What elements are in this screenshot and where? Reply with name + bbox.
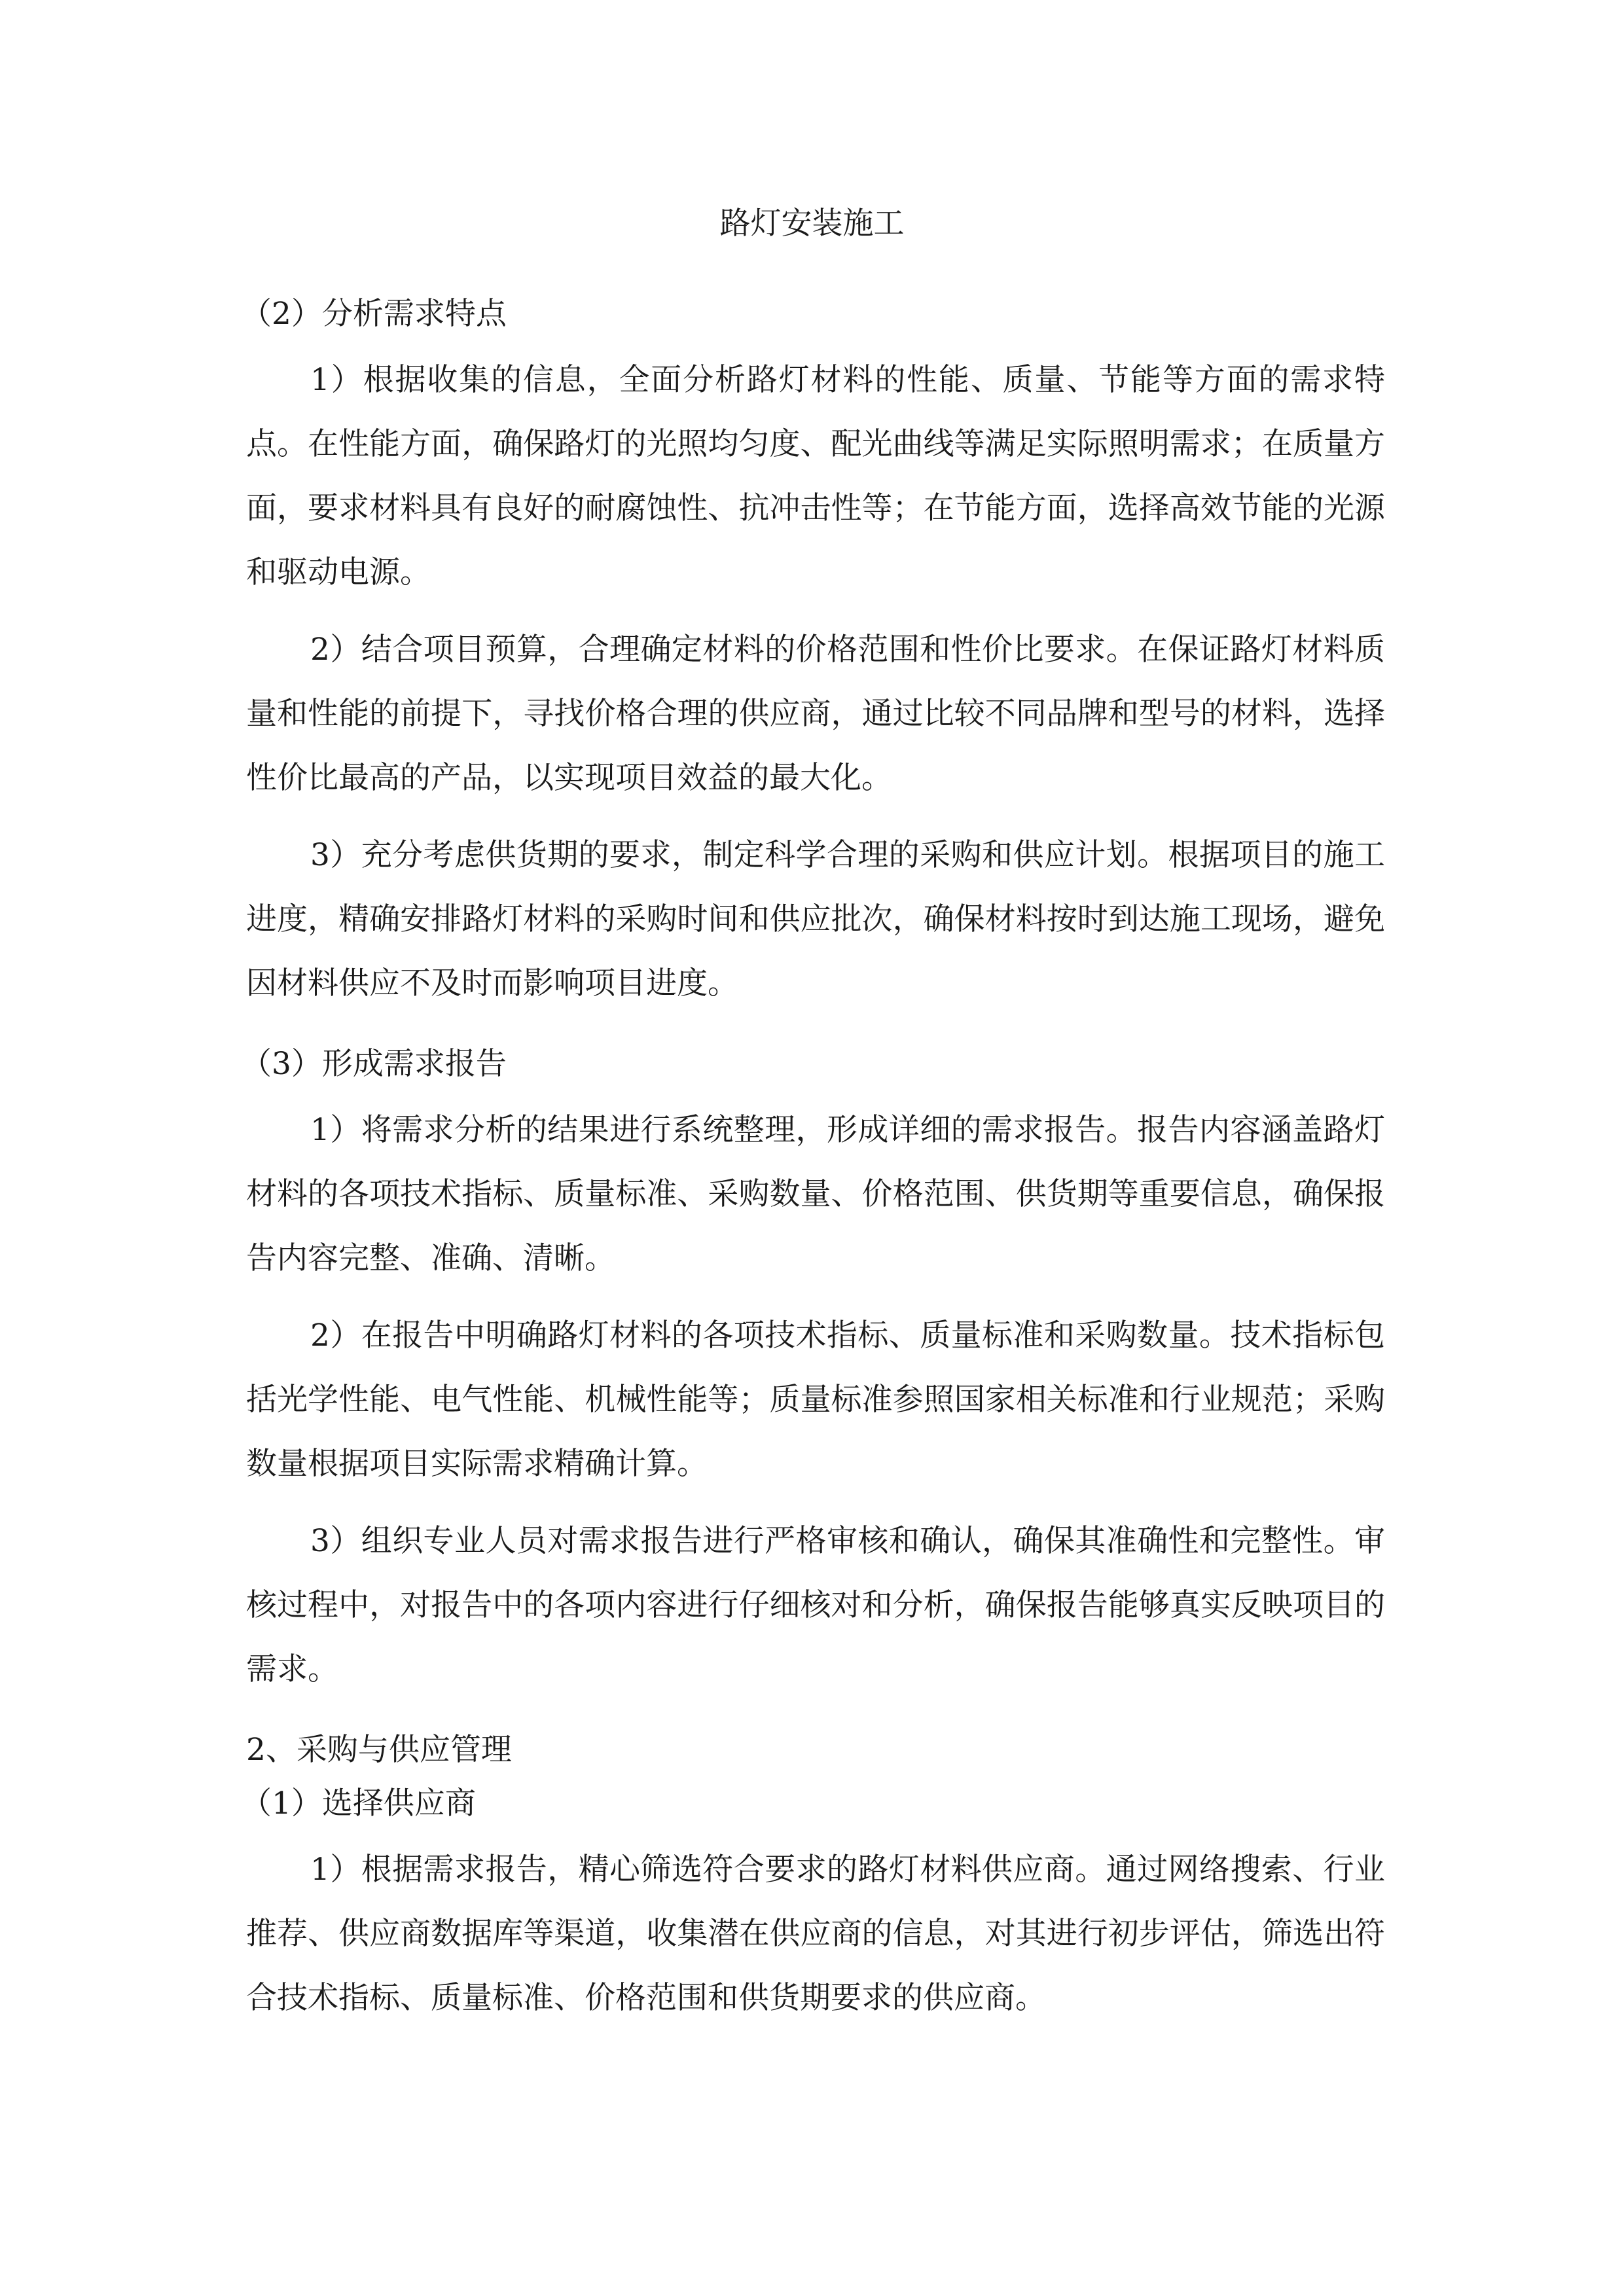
paragraph: 1）根据需求报告，精心筛选符合要求的路灯材料供应商。通过网络搜索、行业推荐、供应商数据库等渠道，收集潜在供应商的信息，对其进行初步评估，筛选出符合技术指标、质量标准、价格范围和供货期要求的供应商。 bbox=[246, 1852, 1385, 2016]
paragraph: 2）结合项目预算，合理确定材料的价格范围和性价比要求。在保证路灯材料质量和性能的前提下，寻找价格合理的供应商，通过比较不同品牌和型号的材料，选择性价比最高的产品，以实现项目效益的最大化。 bbox=[246, 632, 1385, 796]
paragraph: 1）根据收集的信息，全面分析路灯材料的性能、质量、节能等方面的需求特点。在性能方面，确保路灯的光照均匀度、配光曲线等满足实际照明需求；在质量方面，要求材料具有良好的耐腐蚀性、抗冲击性等；在节能方面，选择高效节能的光源和驱动电源。 bbox=[246, 362, 1385, 590]
section-heading-needs-report: （3）形成需求报告 bbox=[241, 1046, 507, 1082]
paragraph: 2）在报告中明确路灯材料的各项技术指标、质量标准和采购数量。技术指标包括光学性能、电气性能、机械性能等；质量标准参照国家相关标准和行业规范；采购数量根据项目实际需求精确计算。 bbox=[246, 1318, 1385, 1482]
paragraph: 1）将需求分析的结果进行系统整理，形成详细的需求报告。报告内容涵盖路灯材料的各项技术指标、质量标准、采购数量、价格范围、供货期等重要信息，确保报告内容完整、准确、清晰。 bbox=[246, 1112, 1385, 1276]
document-title: 路灯安装施工 bbox=[719, 206, 905, 242]
section-heading-select-supplier: （1）选择供应商 bbox=[241, 1785, 476, 1821]
paragraph: 3）组织专业人员对需求报告进行严格审核和确认，确保其准确性和完整性。审核过程中，对报告中的各项内容进行仔细核对和分析，确保报告能够真实反映项目的需求。 bbox=[246, 1523, 1385, 1687]
paragraph: 3）充分考虑供货期的要求，制定科学合理的采购和供应计划。根据项目的施工进度，精确安排路灯材料的采购时间和供应批次，确保材料按时到达施工现场，避免因材料供应不及时而影响项目进度。 bbox=[246, 837, 1385, 1001]
document-body bbox=[241, 295, 1385, 2043]
section-heading-procurement: 2、采购与供应管理 bbox=[246, 1732, 512, 1768]
section-heading-analyze-needs: （2）分析需求特点 bbox=[241, 296, 507, 332]
